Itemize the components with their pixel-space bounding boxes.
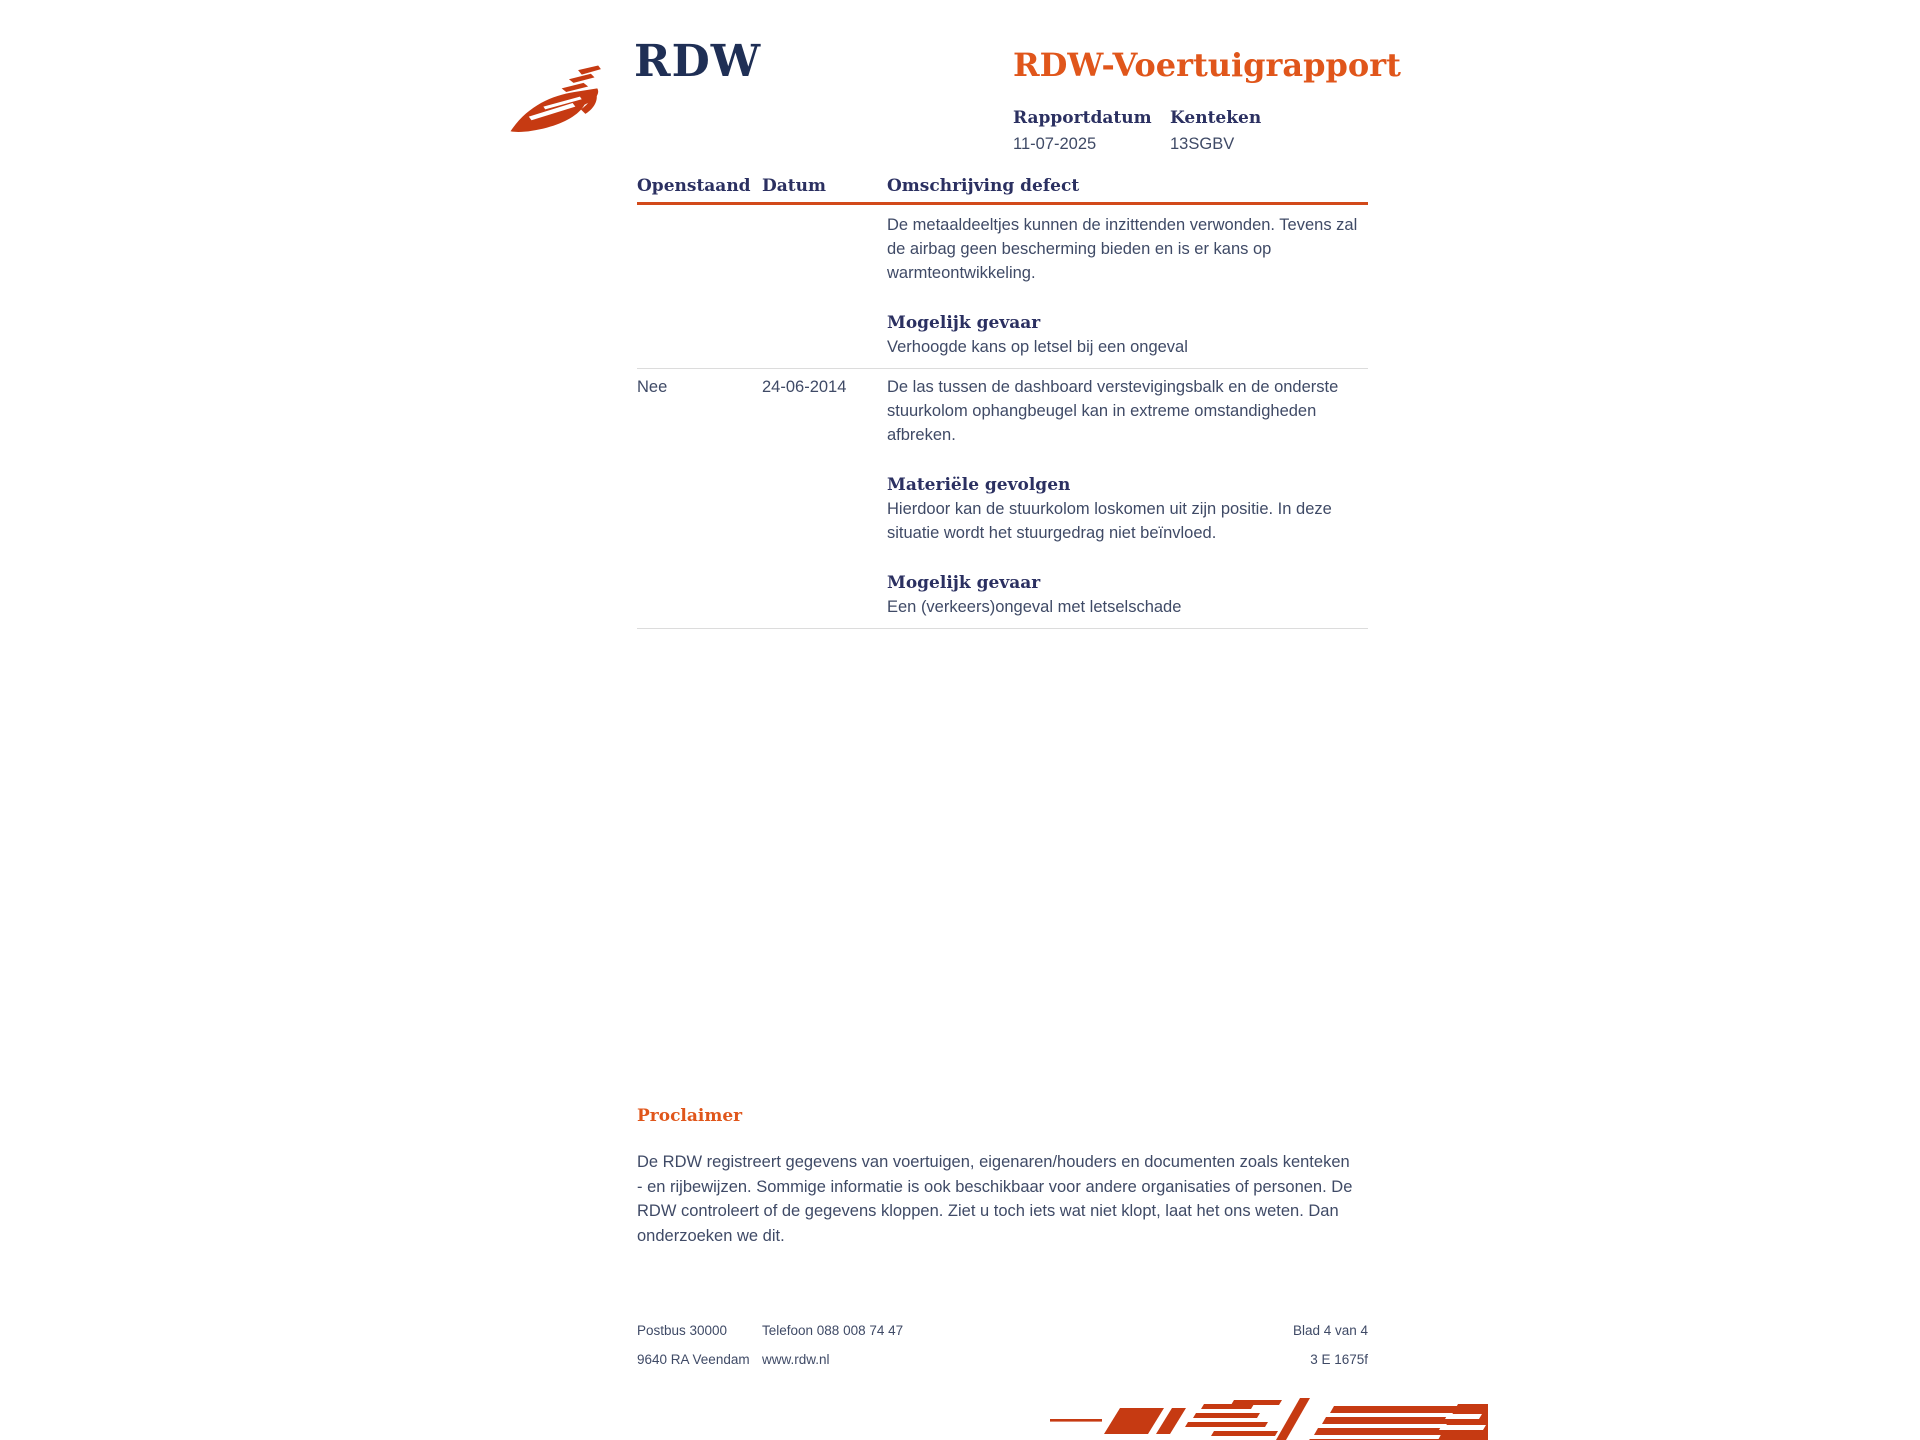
rdw-wordmark: RDW <box>634 36 762 87</box>
footer-page-number: Blad 4 van 4 <box>1292 1323 1368 1338</box>
section-text-mogelijk-gevaar: Een (verkeers)ongeval met letselschade <box>887 598 1182 616</box>
section-heading-materiele-gevolgen: Materiële gevolgen <box>887 475 1071 495</box>
section-text-materiele-gevolgen: Hierdoor kan de stuurkolom loskomen uit zijn positie. In deze situatie wordt het stuurgedrag niet beïnvloed. <box>887 500 1332 542</box>
section-heading-mogelijk-gevaar: Mogelijk gevaar <box>887 573 1041 593</box>
table-row <box>637 205 1368 368</box>
footer-website: www.rdw.nl <box>762 1352 830 1367</box>
cell-datum <box>762 213 887 359</box>
footer-page-info <box>1293 1316 1368 1374</box>
cell-datum: 24-06-2014 <box>762 378 847 396</box>
cell-defect-description <box>887 375 1368 619</box>
proclaimer-text: De RDW registreert gegevens van voertuigen, eigenaren/houders en documenten zoals kenteken - en rijbewijzen. Sommige informatie is ook beschikbaar voor andere organisaties of personen. De RDW controleert of de gegevens kloppen. Ziet u toch iets wat niet klopt, laat het ons weten. Dan onderzoeken we dit. <box>637 1153 1353 1245</box>
footer-address <box>637 1316 762 1374</box>
section-text-mogelijk-gevaar: Verhoogde kans op letsel bij een ongeval <box>887 338 1188 356</box>
column-header-datum: Datum <box>762 176 826 196</box>
cell-openstaand: Nee <box>637 378 668 396</box>
defects-table-header <box>637 176 1368 205</box>
footer-phone: Telefoon 088 008 74 47 <box>762 1323 904 1338</box>
report-date-block <box>1013 108 1170 154</box>
cell-defect-description <box>887 213 1368 359</box>
footer-form-code: 3 E 1675f <box>1310 1352 1368 1367</box>
report-title: RDW-Voertuigrapport <box>1013 46 1401 84</box>
license-plate-block <box>1170 108 1327 154</box>
defect-text: De las tussen de dashboard verstevigingsbalk en de onderste stuurkolom ophangbeugel kan in extreme omstandigheden afbreken. <box>887 378 1339 444</box>
report-meta <box>1013 108 1327 154</box>
footer-contact <box>762 1316 1293 1374</box>
defects-table <box>637 176 1368 629</box>
page-footer <box>637 1316 1368 1374</box>
report-date-value: 11-07-2025 <box>1013 135 1097 153</box>
table-row <box>637 368 1368 629</box>
license-plate-value: 13SGBV <box>1170 135 1235 153</box>
column-header-omschrijving-defect: Omschrijving defect <box>887 176 1080 196</box>
section-heading-mogelijk-gevaar: Mogelijk gevaar <box>887 313 1041 333</box>
column-header-openstaand: Openstaand <box>637 176 751 196</box>
footer-postbus: Postbus 30000 <box>637 1323 728 1338</box>
rdw-feather-logo-icon <box>498 50 618 134</box>
defect-text: De metaaldeeltjes kunnen de inzittenden verwonden. Tevens zal de airbag geen bescherming bieden en is er kans op warmteontwikkeling. <box>887 216 1358 282</box>
cell-openstaand <box>637 213 762 359</box>
license-plate-label: Kenteken <box>1170 108 1262 128</box>
footer-city: 9640 RA Veendam <box>637 1352 750 1367</box>
proclaimer-heading: Proclaimer <box>637 1106 743 1126</box>
proclaimer-section <box>637 1106 1353 1265</box>
report-date-label: Rapportdatum <box>1013 108 1152 128</box>
rdw-speed-lines-graphic <box>1038 1398 1488 1440</box>
